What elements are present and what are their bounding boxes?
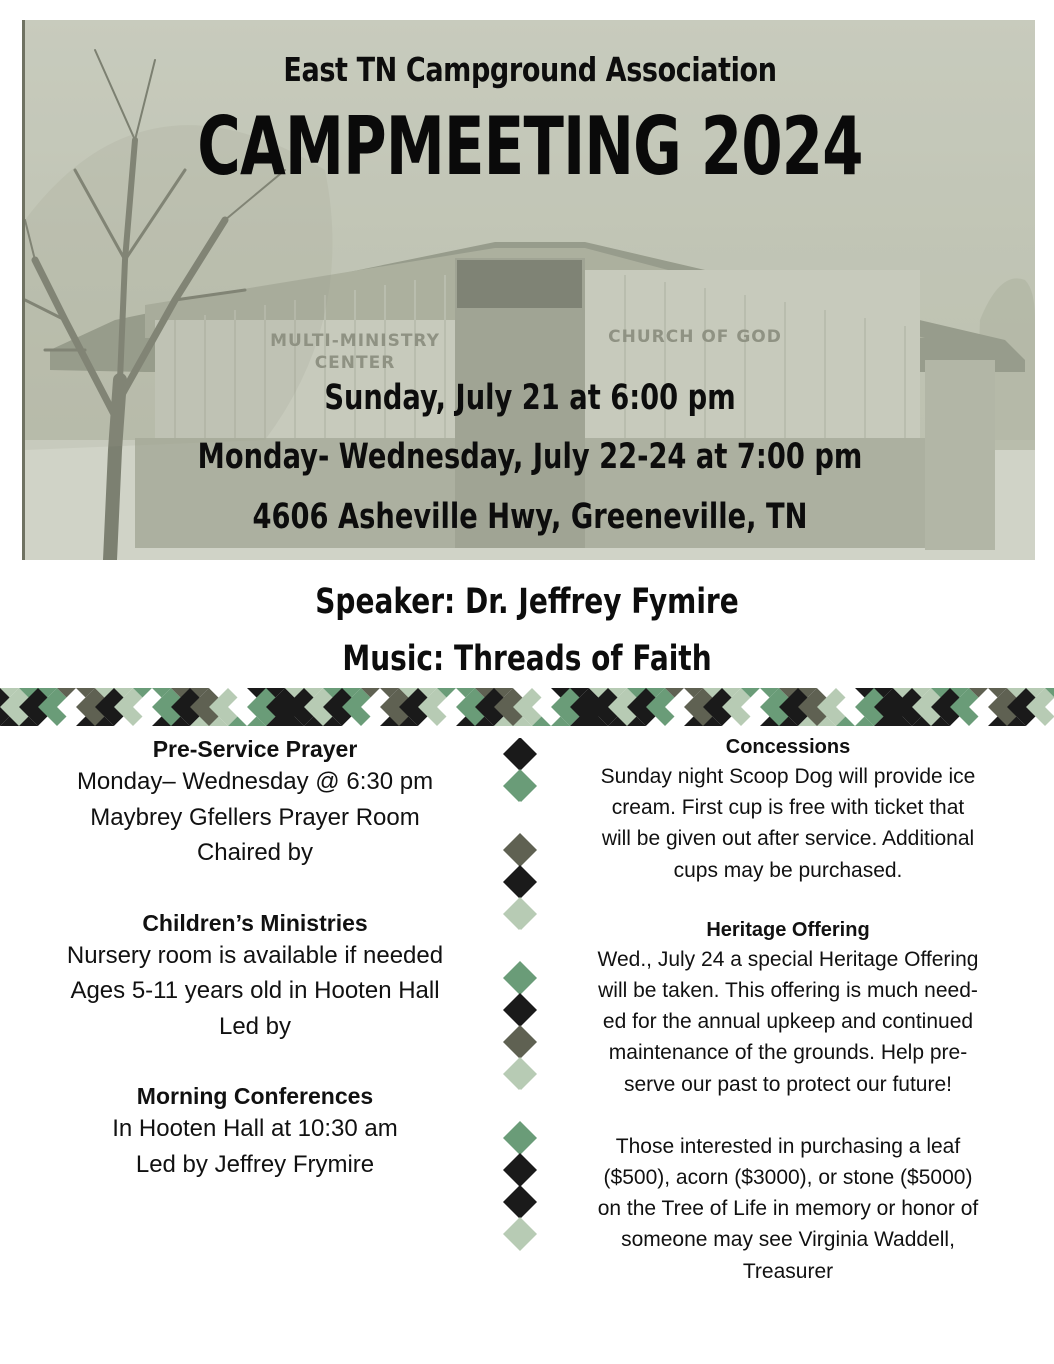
section-heading: Children’s Ministries [142, 909, 368, 936]
section-line: Maybrey Gfellers Prayer Room [90, 803, 420, 831]
border-diamond [503, 1185, 537, 1219]
section-line: Led by [218, 1012, 292, 1040]
music-line: Music: Threads of Faith [342, 639, 712, 679]
section-line: Ages 5-11 years old in Hooten Hall [70, 977, 440, 1004]
section-line: Those interested in purchasing a leaf [615, 1134, 961, 1158]
section-line: cream. First cup is free with ticket that [611, 796, 965, 820]
section-line: ed for the annual upkeep and continued [602, 1010, 974, 1034]
childrens-ministries-section [20, 908, 490, 1045]
right-column [562, 734, 1014, 1287]
sign-multi-ministry: MULTI-MINISTRY CENTER [270, 331, 440, 373]
border-diamond [503, 993, 537, 1027]
section-line: Nursery room is available if needed [66, 941, 444, 969]
section-line: Monday– Wednesday @ 6:30 pm [76, 768, 434, 795]
border-diamond [503, 865, 537, 899]
section-line: Chaired by [196, 839, 314, 866]
border-diamond [503, 961, 537, 995]
organization-name: East TN Campground Association [283, 50, 777, 89]
border-diamond [503, 801, 537, 835]
section-line: Led by Jeffrey Frymire [135, 1150, 375, 1178]
hero-banner [22, 20, 1035, 560]
section-line: Wed., July 24 a special Heritage Offering [597, 947, 979, 971]
tree-of-life-section [562, 1131, 1014, 1287]
section-line: will be given out after service. Additional [601, 827, 975, 851]
heritage-offering-section [562, 917, 1014, 1100]
section-line: Sunday night Scoop Dog will provide ice [600, 765, 976, 788]
diamond-border-vertical [502, 738, 538, 1258]
section-line: Treasurer [742, 1259, 834, 1283]
border-diamond [503, 1089, 537, 1123]
section-heading: Pre-Service Prayer [152, 736, 358, 762]
section-line: on the Tree of Life in memory or honor of [597, 1197, 979, 1221]
border-diamond [503, 1121, 537, 1155]
event-address: 4606 Asheville Hwy, Greeneville, TN [252, 497, 808, 537]
morning-conferences-section [20, 1081, 490, 1182]
border-diamond [503, 738, 537, 771]
section-heading: Heritage Offering [706, 918, 870, 941]
concessions-section [562, 734, 1014, 886]
border-diamond [503, 1057, 537, 1091]
pre-service-prayer-section [20, 734, 490, 871]
speaker-line: Speaker: Dr. Jeffrey Fymire [315, 582, 739, 622]
sign-church-of-god: CHURCH OF GOD [608, 327, 782, 347]
section-line: maintenance of the grounds. Help pre- [608, 1041, 968, 1065]
border-diamond [503, 1217, 537, 1251]
section-line: ($500), acorn ($3000), or stone ($5000) [603, 1166, 973, 1190]
diamond-border-horizontal [0, 688, 1054, 726]
border-diamond [503, 769, 537, 803]
section-line: In Hooten Hall at 10:30 am [112, 1115, 398, 1142]
border-diamond [503, 1153, 537, 1187]
schedule-sunday: Sunday, July 21 at 6:00 pm [324, 378, 736, 418]
border-diamond [503, 897, 537, 931]
section-line: someone may see Virginia Waddell, [621, 1228, 955, 1252]
border-diamond [503, 1025, 537, 1059]
border-diamond [503, 833, 537, 867]
schedule-weekdays: Monday- Wednesday, July 22-24 at 7:00 pm [197, 437, 863, 477]
border-diamond [503, 929, 537, 963]
left-column [20, 734, 490, 1182]
section-line: serve our past to protect our future! [623, 1072, 952, 1096]
section-heading: Morning Conferences [136, 1083, 374, 1109]
section-line: cups may be purchased. [673, 858, 903, 882]
section-line: will be taken. This offering is much need- [598, 979, 978, 1003]
section-heading: Concessions [725, 736, 851, 758]
event-title: CAMPMEETING 2024 [197, 100, 863, 193]
